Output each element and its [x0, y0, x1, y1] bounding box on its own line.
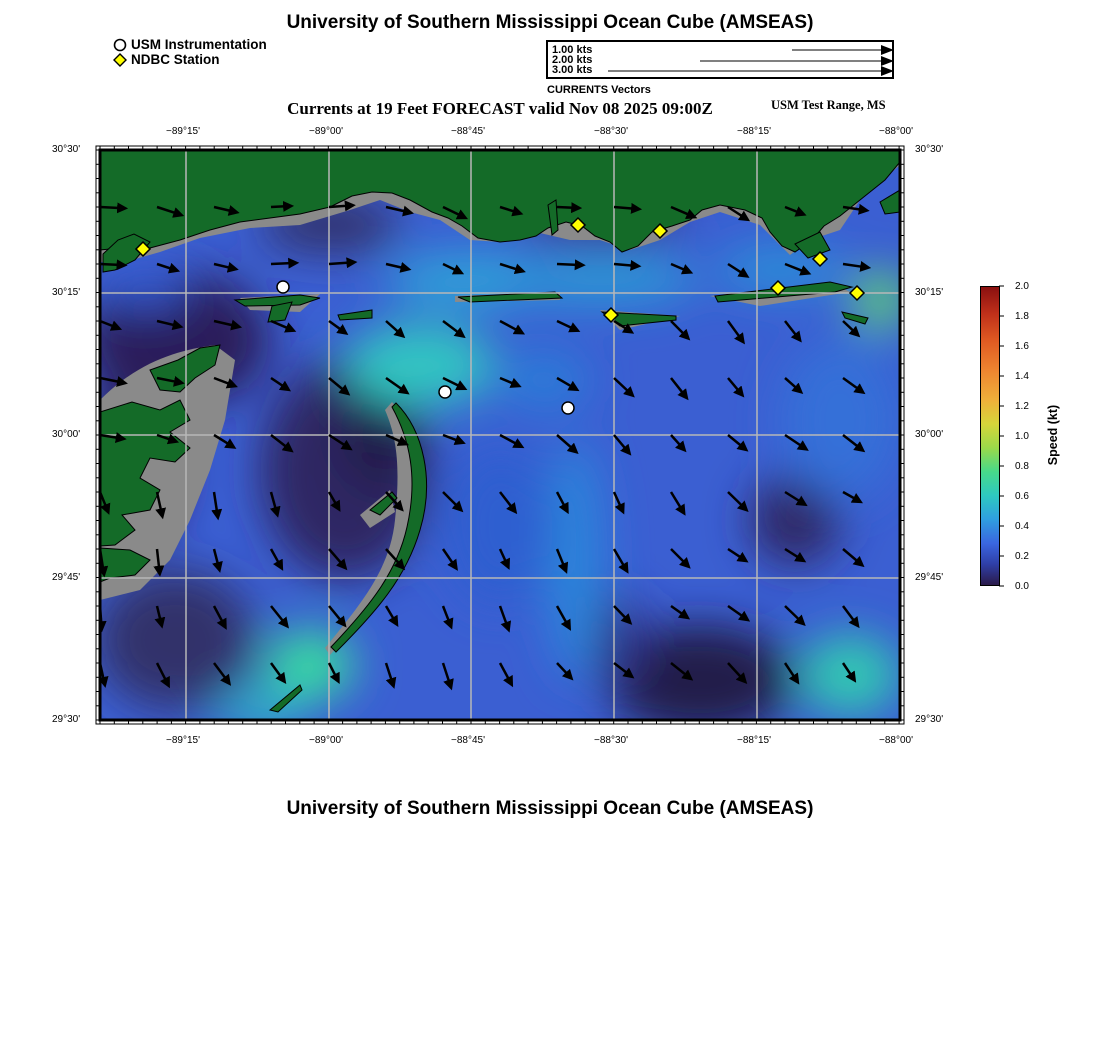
- lon-tick-bottom: −89°00': [309, 735, 343, 746]
- map-title-bottom: University of Southern Mississippi Ocean Cube (AMSEAS): [286, 798, 814, 819]
- lat-tick-right: 29°30': [915, 714, 944, 725]
- lon-tick-top: −89°15': [166, 126, 200, 137]
- lon-tick-bottom: −88°00': [879, 735, 913, 746]
- lat-tick-right: 29°45': [915, 572, 944, 583]
- current-vector-arrow: [900, 549, 913, 564]
- current-vector-arrow: [271, 263, 291, 264]
- current-vector-arrow: [329, 206, 347, 207]
- lat-tick-right: 30°15': [915, 287, 944, 298]
- lon-tick-top: −88°30': [594, 126, 628, 137]
- vector-key-item-2: 2.00 kts: [552, 54, 593, 66]
- current-vector-arrow: [271, 206, 285, 207]
- current-vector-arrow: [100, 264, 119, 265]
- lat-tick-right: 30°00': [915, 429, 944, 440]
- lon-tick-top: −89°00': [309, 126, 343, 137]
- map-plot-area: [80, 150, 919, 735]
- usm-instrument-marker[interactable]: [277, 281, 289, 293]
- legend-usm-label: USM Instrumentation: [131, 37, 267, 52]
- lat-tick-left: 30°15': [52, 287, 81, 298]
- colorbar-tick-label: 1.0: [1015, 431, 1029, 442]
- current-vector-arrow: [557, 207, 573, 208]
- colorbar-tick-label: 0.8: [1015, 461, 1029, 472]
- lon-tick-top: −88°00': [879, 126, 913, 137]
- current-vector-arrow: [900, 150, 916, 154]
- colorbar-tick-label: 1.8: [1015, 311, 1029, 322]
- lat-tick-left: 29°30': [52, 714, 81, 725]
- usm-instrument-marker[interactable]: [439, 386, 451, 398]
- region-label: USM Test Range, MS: [771, 98, 886, 112]
- lat-tick-left: 30°30': [52, 144, 81, 155]
- colorbar-tick-label: 0.6: [1015, 491, 1029, 502]
- lat-tick-left: 29°45': [52, 572, 81, 583]
- colorbar-tick-label: 1.6: [1015, 341, 1029, 352]
- colorbar-label: Speed (kt): [1046, 404, 1060, 466]
- lat-tick-right: 30°30': [915, 144, 944, 155]
- current-vector-arrow: [900, 207, 919, 212]
- map-title-top: University of Southern Mississippi Ocean Cube (AMSEAS): [286, 12, 814, 33]
- usm-instrument-marker[interactable]: [562, 402, 574, 414]
- current-vector-arrow: [329, 263, 349, 264]
- current-vector-arrow: [557, 264, 577, 265]
- lat-tick-left: 30°00': [52, 429, 81, 440]
- colorbar-tick-label: 2.0: [1015, 281, 1029, 292]
- colorbar-tick-label: 0.2: [1015, 551, 1029, 562]
- lon-tick-bottom: −88°15': [737, 735, 771, 746]
- current-vector-arrow: [900, 321, 914, 331]
- lon-tick-bottom: −88°30': [594, 735, 628, 746]
- current-vector-arrow: [100, 207, 119, 208]
- colorbar: [980, 286, 1000, 586]
- current-vector-arrow: [900, 435, 910, 448]
- current-vector-arrow: [900, 663, 913, 676]
- current-vector-arrow: [900, 492, 914, 503]
- lon-tick-bottom: −89°15': [166, 735, 200, 746]
- lon-tick-top: −88°45': [451, 126, 485, 137]
- colorbar-tick-label: 0.4: [1015, 521, 1029, 532]
- colorbar-tick-label: 0.0: [1015, 581, 1029, 592]
- colorbar-ticks: [999, 284, 1009, 590]
- vector-key-item-3: 3.00 kts: [552, 64, 593, 76]
- legend-ndbc-label: NDBC Station: [131, 52, 220, 67]
- lon-tick-top: −88°15': [737, 126, 771, 137]
- current-vector-arrow: [614, 207, 633, 209]
- lon-tick-bottom: −88°45': [451, 735, 485, 746]
- current-vector-arrow: [900, 264, 917, 268]
- vector-key-caption: CURRENTS Vectors: [547, 84, 651, 96]
- current-vector-arrow: [900, 378, 915, 391]
- vector-key-item-1: 1.00 kts: [552, 44, 593, 56]
- map-subtitle: Currents at 19 Feet FORECAST valid Nov 08 2025 09:00Z: [287, 99, 713, 118]
- current-vector-arrow: [614, 264, 633, 266]
- colorbar-tick-label: 1.2: [1015, 401, 1029, 412]
- colorbar-tick-label: 1.4: [1015, 371, 1029, 382]
